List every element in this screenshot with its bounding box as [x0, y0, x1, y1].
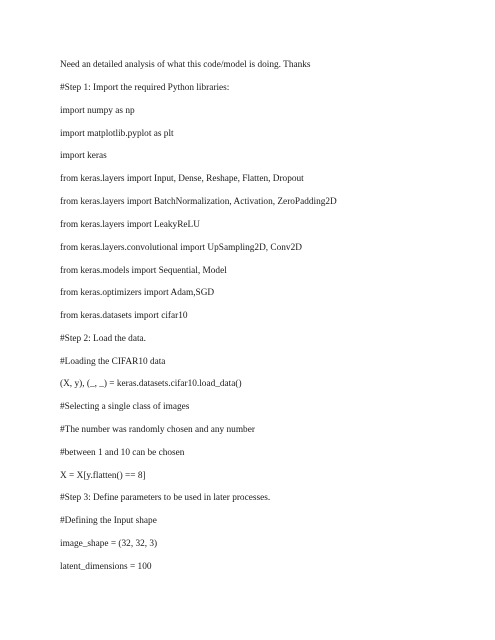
code-line: from keras.datasets import cifar10 — [60, 311, 188, 321]
code-line: #The number was randomly chosen and any number — [60, 425, 255, 435]
code-line: from keras.optimizers import Adam,SGD — [60, 288, 215, 298]
code-line: #Step 3: Define parameters to be used in later processes. — [60, 493, 271, 503]
code-line: from keras.models import Sequential, Model — [60, 266, 227, 276]
code-line: #Defining the Input shape — [60, 516, 157, 526]
code-line: #Selecting a single class of images — [60, 402, 190, 412]
code-line: #Step 1: Import the required Python libraries: — [60, 83, 230, 93]
code-line: #between 1 and 10 can be chosen — [60, 448, 185, 458]
code-line: latent_dimensions = 100 — [60, 562, 152, 572]
code-line: #Step 2: Load the data. — [60, 334, 146, 344]
code-line: from keras.layers import BatchNormalization, Activation, ZeroPadding2D — [60, 197, 337, 207]
request-text: Need an detailed analysis of what this code/model is doing. Thanks — [60, 60, 311, 70]
code-line: (X, y), (_, _) = keras.datasets.cifar10.load_data() — [60, 379, 242, 389]
code-line: X = X[y.flatten() == 8] — [60, 471, 146, 481]
code-line: from keras.layers import Input, Dense, Reshape, Flatten, Dropout — [60, 174, 304, 184]
code-line: image_shape = (32, 32, 3) — [60, 539, 158, 549]
code-line: #Loading the CIFAR10 data — [60, 357, 166, 367]
code-line: import keras — [60, 151, 107, 161]
code-line: import numpy as np — [60, 106, 135, 116]
code-line: import matplotlib.pyplot as plt — [60, 129, 174, 139]
code-line: from keras.layers import LeakyReLU — [60, 220, 200, 230]
code-line: from keras.layers.convolutional import UpSampling2D, Conv2D — [60, 243, 302, 253]
